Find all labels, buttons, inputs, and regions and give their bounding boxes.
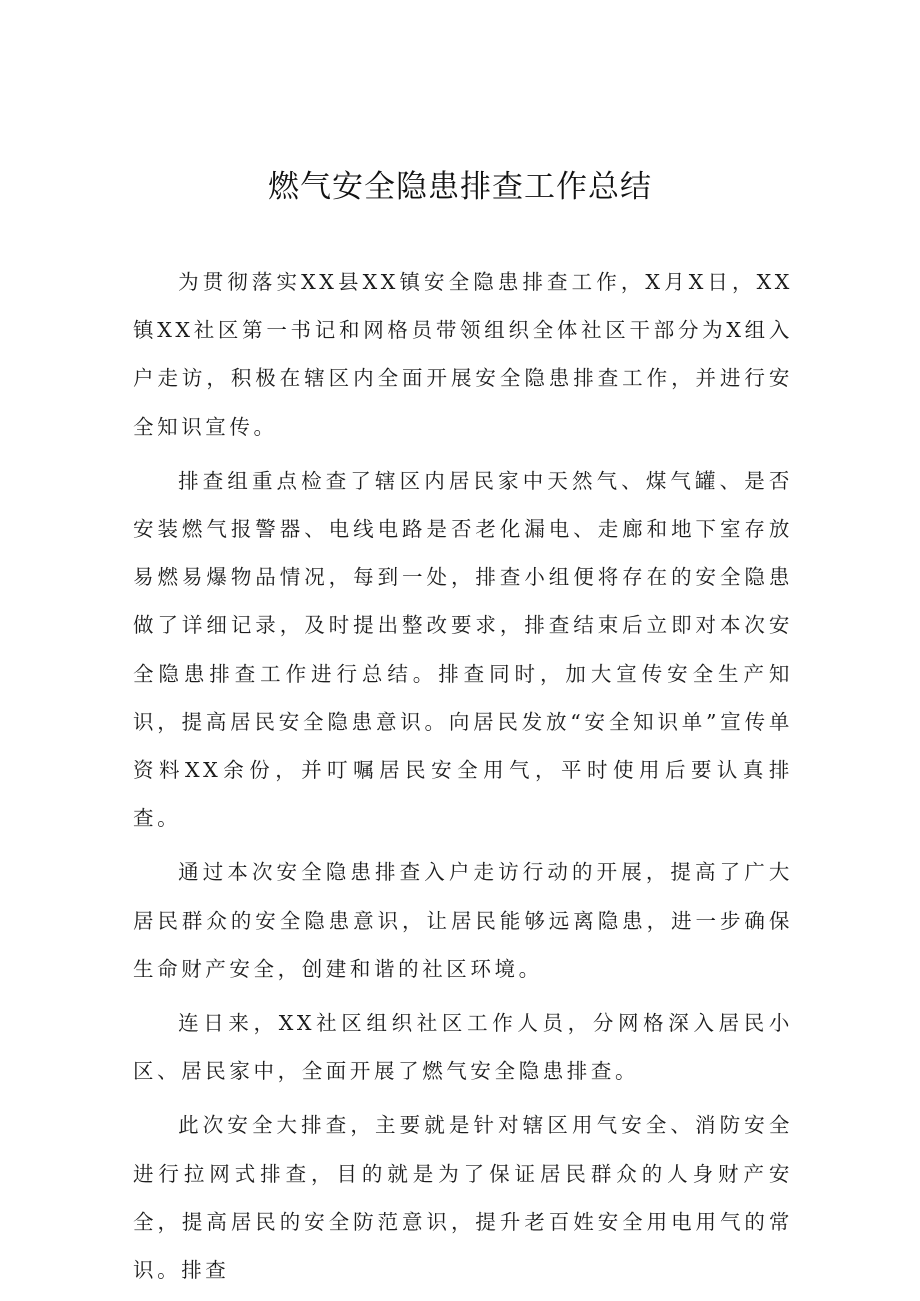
paragraph: 排查组重点检查了辖区内居民家中天然气、煤气罐、是否安装燃气报警器、电线电路是否老化漏电、走廊和地下室存放易燃易爆物品情况，每到一处，排查小组便将存在的安全隐患做了详细记录，及时提出整改要求，排查结束后立即对本次安全隐患排查工作进行总结。排查同时，加大宣传安全生产知识，提高居民安全隐患意识。向居民发放“安全知识单”宣传单资料XX余份，并叮嘱居民安全用气，平时使用后要认真排查。 bbox=[133, 468, 793, 831]
paragraph: 为贯彻落实XX县XX镇安全隐患排查工作，X月X日，XX镇XX社区第一书记和网格员带领组织全体社区干部分为X组入户走访，积极在辖区内全面开展安全隐患排查工作，并进行安全知识宣传。 bbox=[133, 270, 793, 439]
paragraph: 通过本次安全隐患排查入户走访行动的开展，提高了广大居民群众的安全隐患意识，让居民能够远离隐患，进一步确保生命财产安全，创建和谐的社区环境。 bbox=[133, 860, 793, 981]
document-body bbox=[133, 258, 793, 1300]
document-title: 燃气安全隐患排查工作总结 bbox=[268, 169, 652, 205]
paragraph: 此次安全大排查，主要就是针对辖区用气安全、消防安全进行拉网式排查，目的就是为了保证居民群众的人身财产安全，提高居民的安全防范意识，提升老百姓安全用电用气的常识。排查 bbox=[133, 1113, 793, 1283]
paragraph: 连日来，XX社区组织社区工作人员，分网格深入居民小区、居民家中，全面开展了燃气安全隐患排查。 bbox=[133, 1011, 793, 1084]
